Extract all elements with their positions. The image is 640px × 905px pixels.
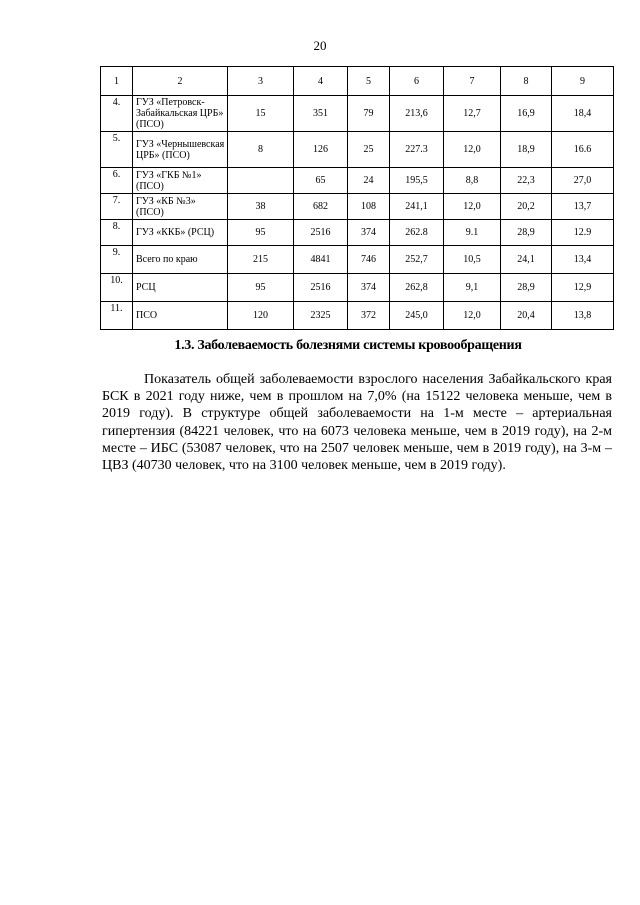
- value-cell: 351: [294, 96, 348, 132]
- table-row: [101, 246, 614, 274]
- institution-name-cell: ГУЗ «Петровск-Забайкальская ЦРБ» (ПСО): [133, 96, 228, 132]
- value-cell: 374: [348, 220, 390, 246]
- header-cell: 7: [444, 67, 501, 96]
- value-cell: 2516: [294, 220, 348, 246]
- value-cell: 28,9: [501, 274, 552, 302]
- value-cell: 24: [348, 168, 390, 194]
- value-cell: 12.9: [552, 220, 614, 246]
- value-cell: 108: [348, 194, 390, 220]
- row-number-cell: 8.: [101, 220, 133, 246]
- value-cell: 2325: [294, 302, 348, 330]
- value-cell: 15: [228, 96, 294, 132]
- institution-name-cell: ГУЗ «ККБ» (РСЦ): [133, 220, 228, 246]
- value-cell: 12,0: [444, 302, 501, 330]
- table-row: [101, 302, 614, 330]
- row-number-cell: 10.: [101, 274, 133, 302]
- value-cell: 372: [348, 302, 390, 330]
- header-cell: 1: [101, 67, 133, 96]
- value-cell: 120: [228, 302, 294, 330]
- value-cell: 126: [294, 132, 348, 168]
- header-cell: 2: [133, 67, 228, 96]
- row-number-cell: 11.: [101, 302, 133, 330]
- value-cell: 20,2: [501, 194, 552, 220]
- table-row: [101, 274, 614, 302]
- value-cell: 8,8: [444, 168, 501, 194]
- header-cell: 6: [390, 67, 444, 96]
- value-cell: 9.1: [444, 220, 501, 246]
- value-cell: 227.3: [390, 132, 444, 168]
- value-cell: 241,1: [390, 194, 444, 220]
- value-cell: 8: [228, 132, 294, 168]
- institution-name-cell: ГУЗ «Чернышевская ЦРБ» (ПСО): [133, 132, 228, 168]
- value-cell: 245,0: [390, 302, 444, 330]
- value-cell: 252,7: [390, 246, 444, 274]
- value-cell: 25: [348, 132, 390, 168]
- header-cell: 8: [501, 67, 552, 96]
- value-cell: 374: [348, 274, 390, 302]
- header-cell: 4: [294, 67, 348, 96]
- value-cell: 16,9: [501, 96, 552, 132]
- value-cell: [228, 168, 294, 194]
- statistics-table: [100, 66, 614, 330]
- institution-name-cell: Всего по краю: [133, 246, 228, 274]
- value-cell: 22,3: [501, 168, 552, 194]
- value-cell: 65: [294, 168, 348, 194]
- table-row: [101, 132, 614, 168]
- table-row: [101, 96, 614, 132]
- value-cell: 95: [228, 274, 294, 302]
- value-cell: 27,0: [552, 168, 614, 194]
- body-paragraph: Показатель общей заболеваемости взрослого населения Забайкальского края БСК в 2021 году ниже, чем в прошлом на 7,0% (на 15122 человека меньше, чем в 2019 году). В структуре общей заболеваемости на 1-м месте – артериальная гипертензия (84221 человек, что на 6073 человека меньше, чем в 2019 году), на 2-м месте – ИБС (53087 человек, что на 2507 человек меньше, чем в 2019 году), на 3-м – ЦВЗ (40730 человек, что на 3100 человек меньше, чем в 2019 году).: [102, 372, 612, 474]
- table-row: [101, 194, 614, 220]
- institution-name-cell: ПСО: [133, 302, 228, 330]
- value-cell: 24,1: [501, 246, 552, 274]
- value-cell: 2516: [294, 274, 348, 302]
- header-cell: 9: [552, 67, 614, 96]
- table-row: [101, 168, 614, 194]
- institution-name-cell: ГУЗ «ГКБ №1» (ПСО): [133, 168, 228, 194]
- value-cell: 13,7: [552, 194, 614, 220]
- value-cell: 38: [228, 194, 294, 220]
- value-cell: 262,8: [390, 274, 444, 302]
- table-row: [101, 220, 614, 246]
- value-cell: 79: [348, 96, 390, 132]
- value-cell: 13,4: [552, 246, 614, 274]
- value-cell: 12,0: [444, 132, 501, 168]
- value-cell: 16.6: [552, 132, 614, 168]
- value-cell: 213,6: [390, 96, 444, 132]
- value-cell: 262.8: [390, 220, 444, 246]
- value-cell: 12,0: [444, 194, 501, 220]
- value-cell: 18,4: [552, 96, 614, 132]
- value-cell: 4841: [294, 246, 348, 274]
- value-cell: 95: [228, 220, 294, 246]
- row-number-cell: 7.: [101, 194, 133, 220]
- value-cell: 28,9: [501, 220, 552, 246]
- value-cell: 13,8: [552, 302, 614, 330]
- value-cell: 746: [348, 246, 390, 274]
- value-cell: 20,4: [501, 302, 552, 330]
- value-cell: 9,1: [444, 274, 501, 302]
- header-cell: 3: [228, 67, 294, 96]
- value-cell: 682: [294, 194, 348, 220]
- value-cell: 12,9: [552, 274, 614, 302]
- table-header-row: [101, 67, 614, 96]
- section-title: 1.3. Заболеваемость болезнями системы кровообращения: [174, 338, 522, 353]
- row-number-cell: 4.: [101, 96, 133, 132]
- value-cell: 12,7: [444, 96, 501, 132]
- row-number-cell: 6.: [101, 168, 133, 194]
- header-cell: 5: [348, 67, 390, 96]
- row-number-cell: 9.: [101, 246, 133, 274]
- institution-name-cell: ГУЗ «КБ №3» (ПСО): [133, 194, 228, 220]
- value-cell: 10,5: [444, 246, 501, 274]
- value-cell: 195,5: [390, 168, 444, 194]
- row-number-cell: 5.: [101, 132, 133, 168]
- page-number: 20: [313, 38, 327, 53]
- value-cell: 215: [228, 246, 294, 274]
- value-cell: 18,9: [501, 132, 552, 168]
- institution-name-cell: РСЦ: [133, 274, 228, 302]
